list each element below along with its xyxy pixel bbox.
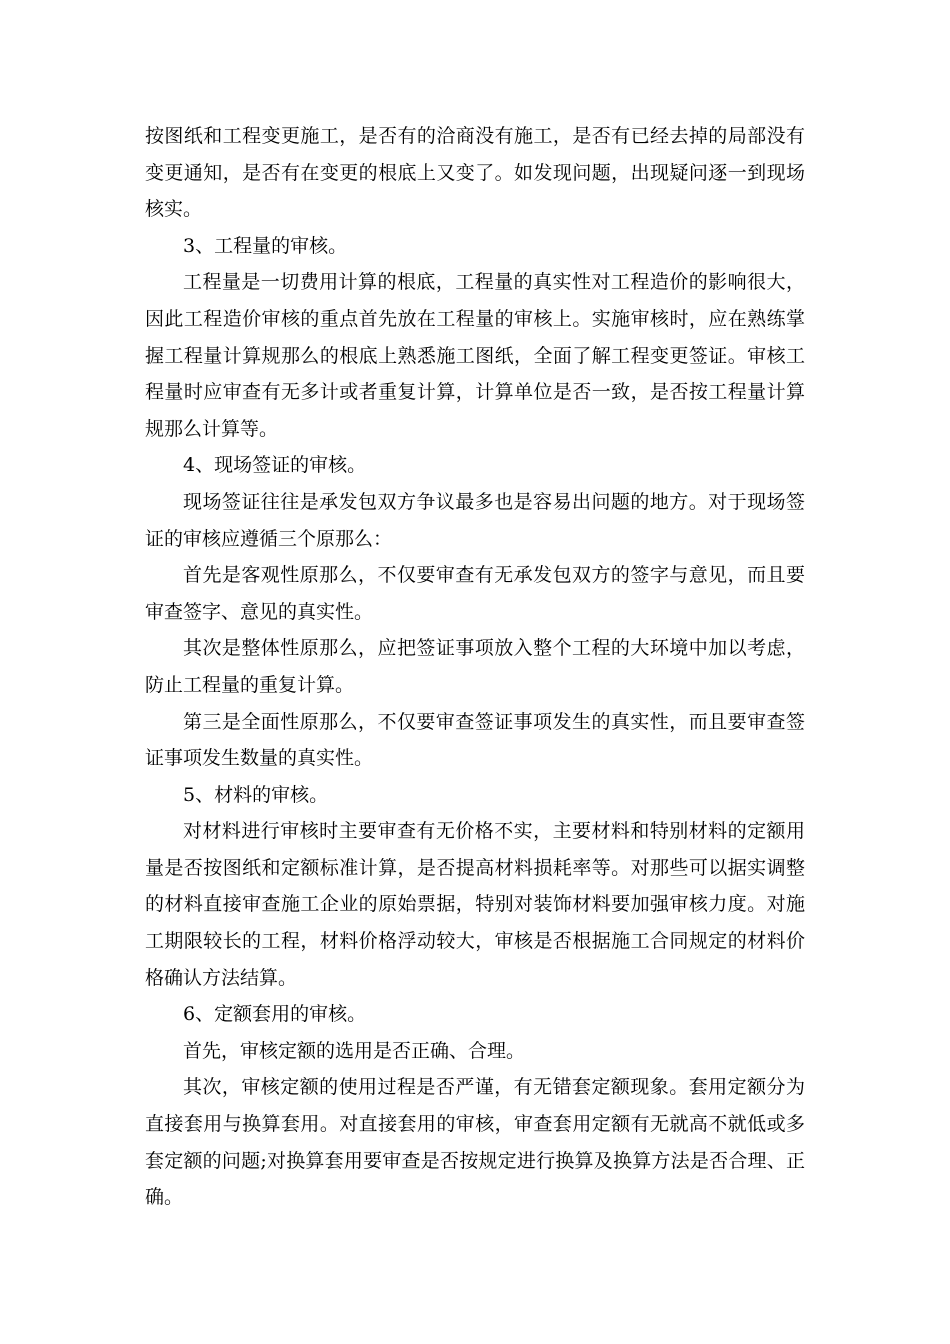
paragraph-site-visa-intro: 现场签证往往是承发包双方争议最多也是容易出问题的地方。对于现场签证的审核应遵循三个原那么：	[145, 490, 805, 550]
paragraph-quota-selection: 首先，审核定额的选用是否正确、合理。	[183, 1039, 526, 1062]
heading-quota-review: 6、定额套用的审核。	[183, 1003, 367, 1026]
paragraph-material-review: 对材料进行审核时主要审查有无价格不实，主要材料和特别材料的定额用量是否按图纸和定额标准计算，是否提高材料损耗率等。对那些可以据实调整的材料直接审查施工企业的原始票据，特别对装饰材料要加强审核力度。对施工期限较长的工程，材料价格浮动较大，审核是否根据施工合同规定的材料价格确认方法结算。	[145, 820, 805, 989]
paragraph-quota-usage: 其次，审核定额的使用过程是否严谨，有无错套定额现象。套用定额分为直接套用与换算套用。对直接套用的审核，审查套用定额有无就高不就低或多套定额的问题;对换算套用要审查是否按规定进行换算及换算方法是否合理、正确。	[145, 1076, 805, 1209]
paragraph-continuation: 按图纸和工程变更施工，是否有的洽商没有施工，是否有已经去掉的局部没有变更通知，是否有在变更的根底上又变了。如发现问题，出现疑问逐一到现场核实。	[145, 125, 805, 221]
paragraph-integrity-principle: 其次是整体性原那么，应把签证事项放入整个工程的大环境中加以考虑，防止工程量的重复计算。	[145, 637, 805, 696]
document-body	[145, 118, 805, 1216]
heading-material-review: 5、材料的审核。	[183, 783, 329, 806]
paragraph-comprehensiveness-principle: 第三是全面性原那么，不仅要审查签证事项发生的真实性，而且要审查签证事项发生数量的真实性。	[145, 710, 805, 770]
heading-site-visa-review: 4、现场签证的审核。	[183, 454, 367, 477]
heading-quantity-review: 3、工程量的审核。	[183, 234, 348, 257]
paragraph-quantity-review: 工程量是一切费用计算的根底，工程量的真实性对工程造价的影响很大，因此工程造价审核的重点首先放在工程量的审核上。实施审核时，应在熟练掌握工程量计算规那么的根底上熟悉施工图纸，全面了解工程变更签证。审核工程量时应审查有无多计或者重复计算，计算单位是否一致，是否按工程量计算规那么计算等。	[145, 271, 805, 440]
paragraph-objectivity-principle: 首先是客观性原那么，不仅要审查有无承发包双方的签字与意见，而且要审查签字、意见的真实性。	[145, 564, 805, 623]
